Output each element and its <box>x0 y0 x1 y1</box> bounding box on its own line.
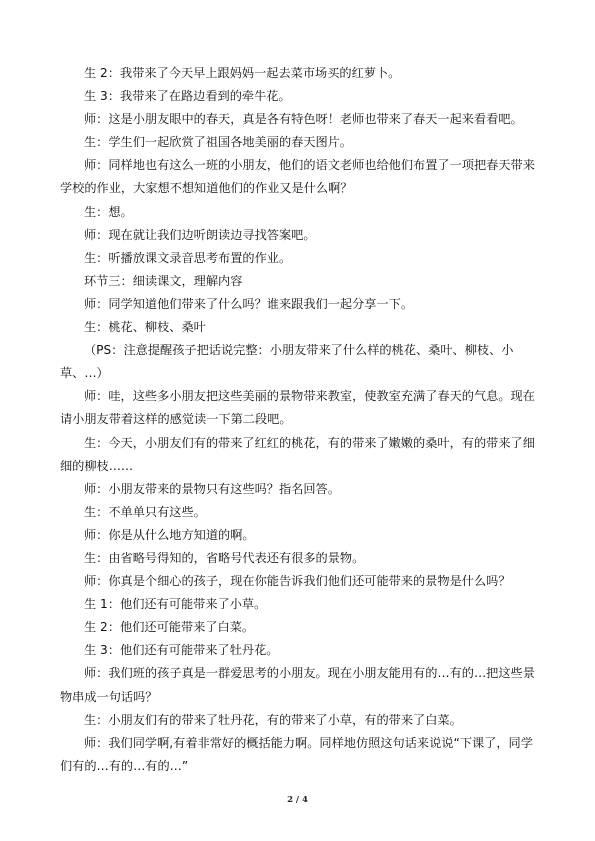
paragraph: 师：小朋友带来的景物只有这些吗？指名回答。 <box>84 481 340 496</box>
page-number: 2 / 4 <box>287 795 308 805</box>
paragraph: 师：我们同学啊,有着非常好的概括能力啊。同样地仿照这句话来说说“下课了，同学们有的…有的…有的…” <box>60 735 533 773</box>
paragraph: 生：不单单只有这些。 <box>84 504 206 519</box>
paragraph: 生 3：我带来了在路边看到的牵牛花。 <box>84 89 291 104</box>
paragraph: 生：想。 <box>84 204 133 219</box>
paragraph: 生：学生们一起欣赏了祖国各地美丽的春天图片。 <box>84 135 353 150</box>
paragraph: 生 2：我带来了今天早上跟妈妈一起去菜市场买的红萝卜。 <box>84 66 401 80</box>
page-body <box>60 62 540 778</box>
paragraph: 生 1：他们还有可能带来了小草。 <box>84 597 267 612</box>
paragraph: 师：哇，这些多小朋友把这些美丽的景物带来教室，使教室充满了春天的气息。现在请小朋友带着这样的感觉读一下第二段吧。 <box>60 389 535 427</box>
paragraph: 生 2：他们还可能带来了白菜。 <box>84 620 255 635</box>
section-heading: 环节三：细读课文，理解内容 <box>84 273 243 288</box>
paragraph: 生：小朋友们有的带来了牡丹花，有的带来了小草，有的带来了白菜。 <box>84 712 462 727</box>
paragraph: 生：桃花、柳枝、桑叶 <box>84 320 206 335</box>
paragraph: 师：你是从什么地方知道的啊。 <box>84 527 255 542</box>
paragraph: 师：这是小朋友眼中的春天，真是各有特色呀！老师也带来了春天一起来看看吧。 <box>84 112 523 127</box>
paragraph: 生：听播放课文录音思考布置的作业。 <box>84 250 292 265</box>
paragraph: 师：同样地也有这么一班的小朋友，他们的语文老师也给他们布置了一项把春天带来学校的作业，大家想不想知道他们的作业又是什么啊？ <box>60 158 535 196</box>
paragraph: 生：今天，小朋友们有的带来了红红的桃花，有的带来了嫩嫩的桑叶，有的带来了细细的柳枝…… <box>60 435 535 473</box>
teacher-note: （PS：注意提醒孩子把话说完整：小朋友带来了什么样的桃花、桑叶、柳枝、小草、…） <box>60 343 514 381</box>
paragraph: 师：你真是个细心的孩子，现在你能告诉我们他们还可能带来的景物是什么吗？ <box>84 574 511 589</box>
paragraph: 师：现在就让我们边听朗读边寻找答案吧。 <box>84 227 316 242</box>
paragraph: 生 3：他们还有可能带来了牡丹花。 <box>84 643 279 658</box>
paragraph: 师：我们班的孩子真是一群爱思考的小朋友。现在小朋友能用有的…有的…把这些景物串成一句话吗？ <box>60 666 535 704</box>
paragraph: 生：由省略号得知的，省略号代表还有很多的景物。 <box>84 550 365 565</box>
paragraph: 师：同学知道他们带来了什么吗？谁来跟我们一起分享一下。 <box>84 296 414 311</box>
